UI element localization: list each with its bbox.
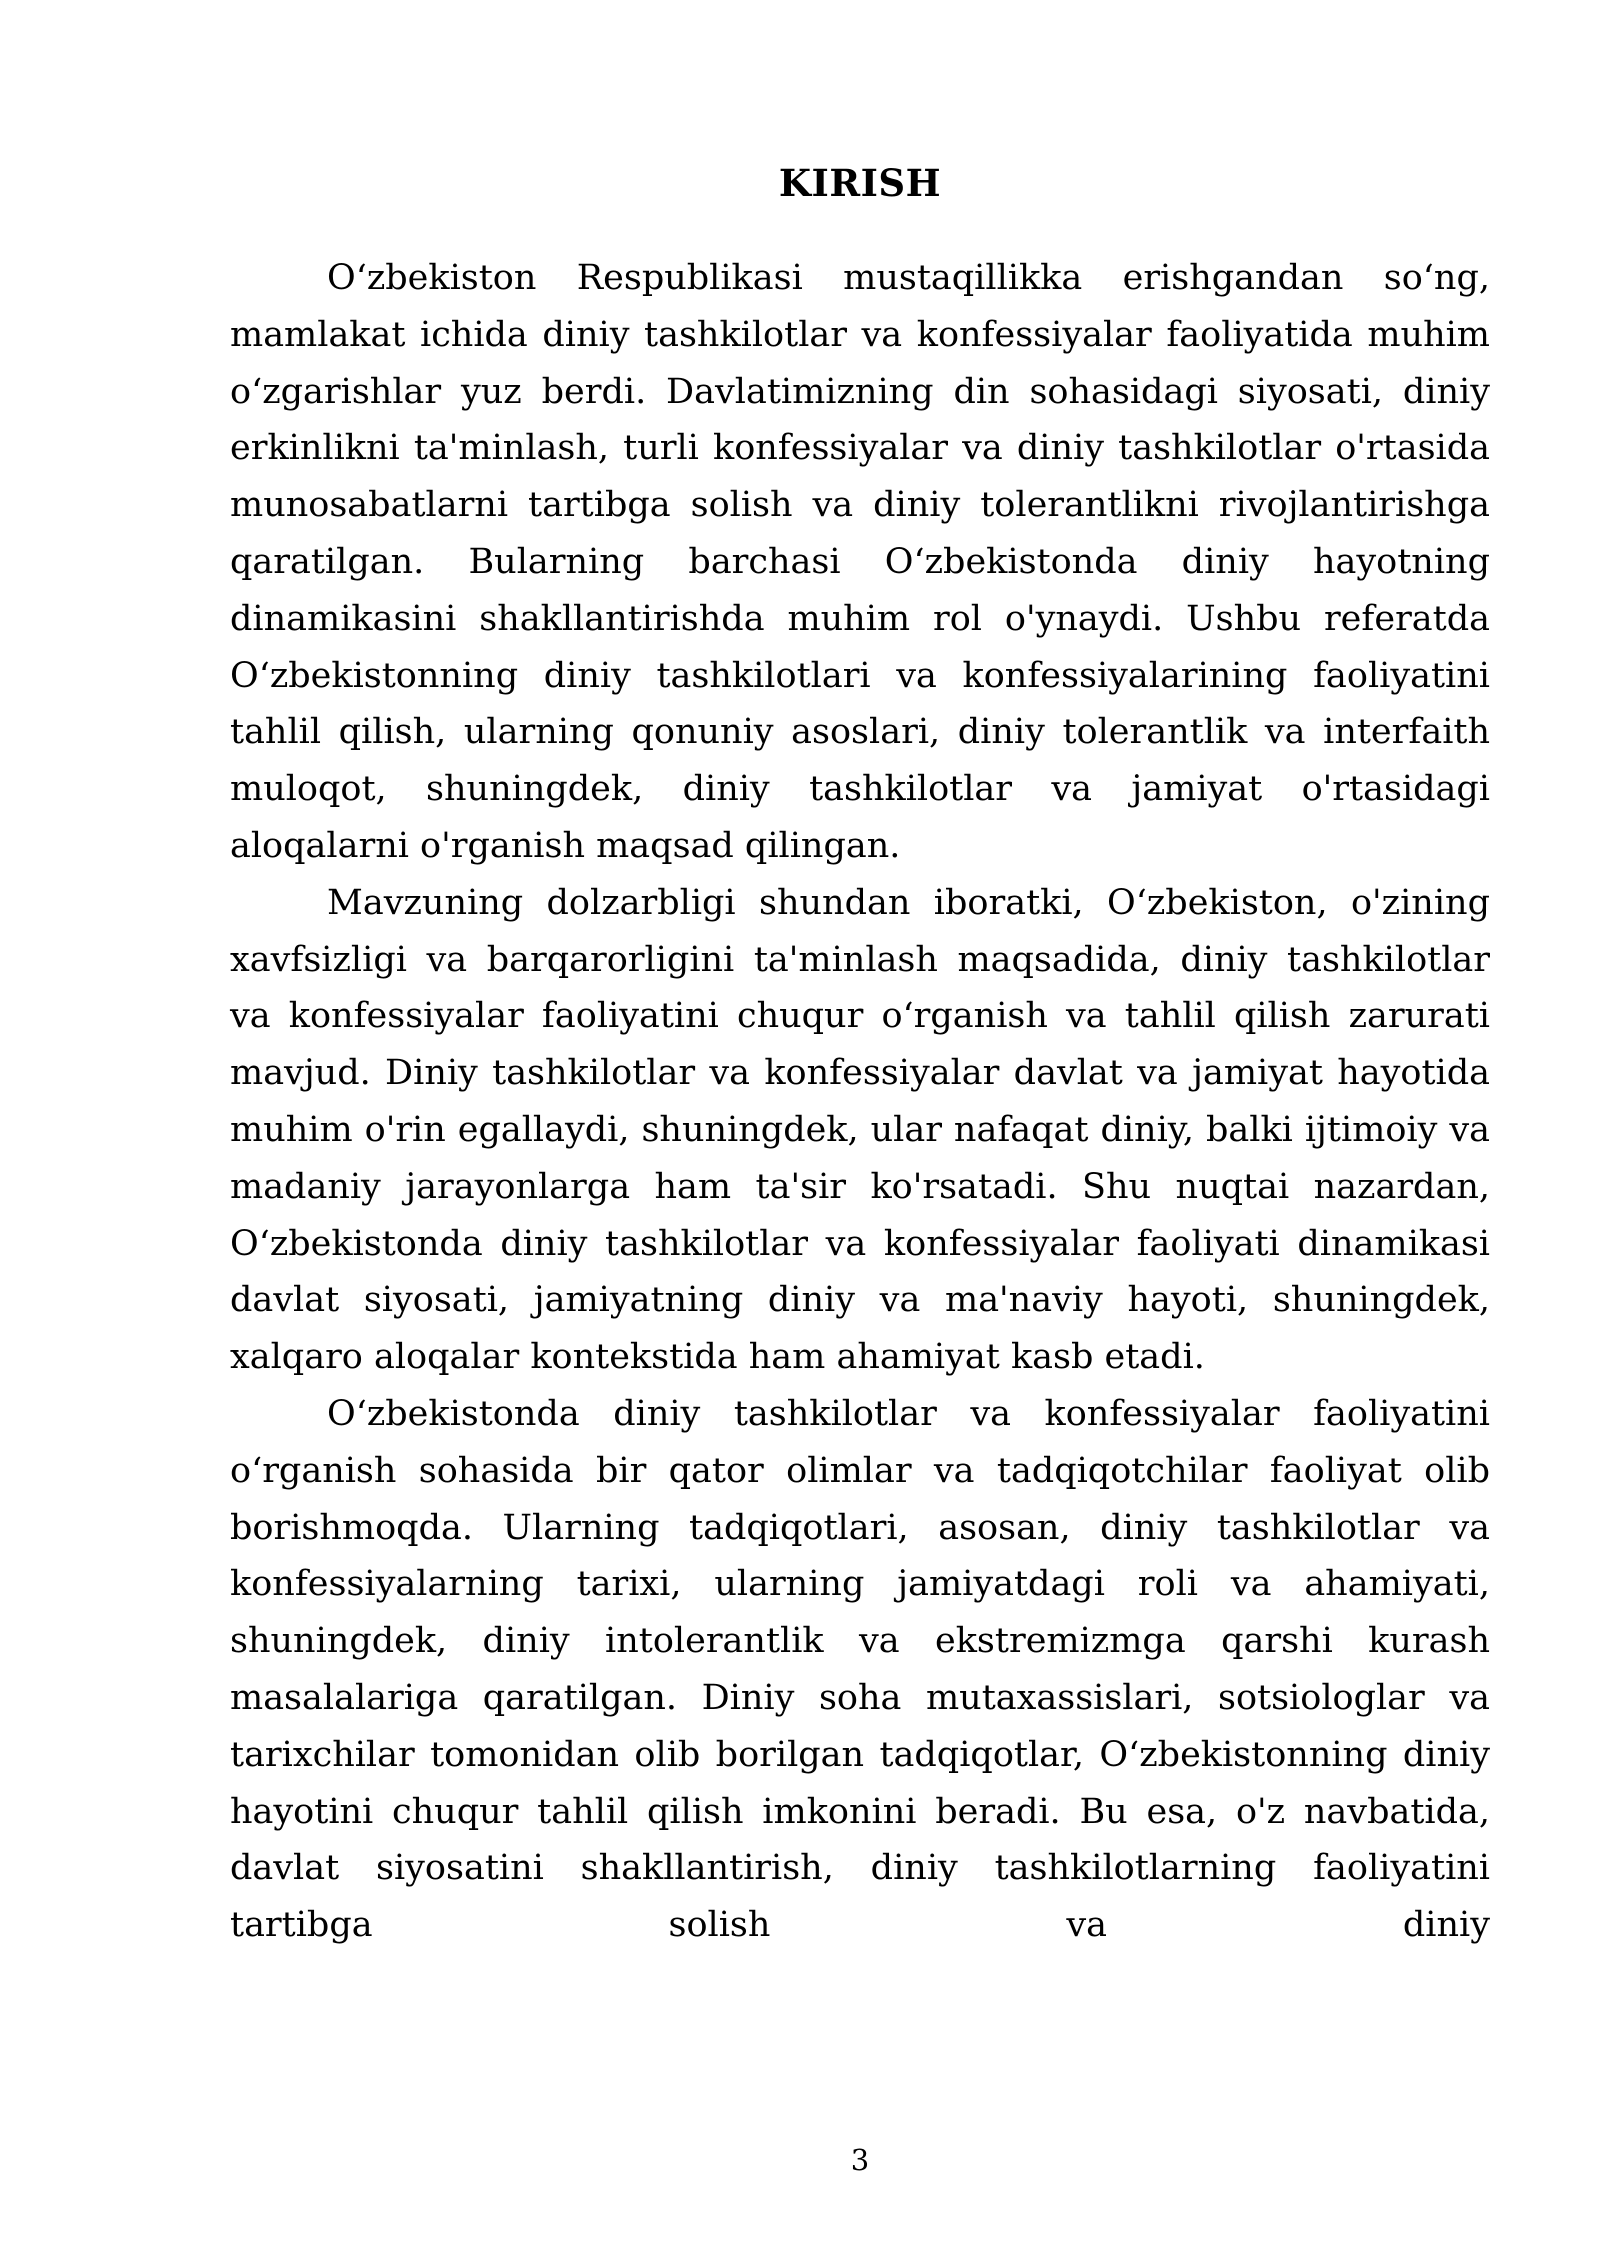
page-number: 3 xyxy=(850,2143,870,2177)
paragraph-1: O‘zbekiston Respublikasi mustaqillikka erishgandan so‘ng, mamlakat ichida diniy tashkilotlar va konfessiyalar faoliyatida muhim o‘zgarishlar yuz berdi. Davlatimizning din sohasidagi siyosati, diniy erkinlikni ta'minlash, turli konfessiyalar va diniy tashkilotlar o'rtasida munosabatlarni tartibga solish va diniy tolerantlikni rivojlantirishga qaratilgan. Bularning barchasi O‘zbekistonda diniy hayotning dinamikasini shakllantirishda muhim rol o'ynaydi. Ushbu referatda O‘zbekistonning diniy tashkilotlari va konfessiyalarining faoliyatini tahlil qilish, ularning qonuniy asoslari, diniy tolerantlik va interfaith muloqot, shuningdek, diniy tashkilotlar va jamiyat o'rtasidagi aloqalarni o'rganish maqsad qilingan. xyxy=(230,258,1490,866)
body-text xyxy=(230,250,1490,1954)
paragraph-2: Mavzuning dolzarbligi shundan iboratki, O‘zbekiston, o'zining xavfsizligi va barqarorligini ta'minlash maqsadida, diniy tashkilotlar va konfessiyalar faoliyatini chuqur o‘rganish va tahlil qilish zarurati mavjud. Diniy tashkilotlar va konfessiyalar davlat va jamiyat hayotida muhim o'rin egallaydi, shuningdek, ular nafaqat diniy, balki ijtimoiy va madaniy jarayonlarga ham ta'sir ko'rsatadi. Shu nuqtai nazardan, O‘zbekistonda diniy tashkilotlar va konfessiyalar faoliyati dinamikasi davlat siyosati, jamiyatning diniy va ma'naviy hayoti, shuningdek, xalqaro aloqalar kontekstida ham ahamiyat kasb etadi. xyxy=(230,882,1490,1378)
paragraph-3: O‘zbekistonda diniy tashkilotlar va konfessiyalar faoliyatini o‘rganish sohasida bir qator olimlar va tadqiqotchilar faoliyat olib borishmoqda. Ularning tadqiqotlari, asosan, diniy tashkilotlar va konfessiyalarning tarixi, ularning jamiyatdagi roli va ahamiyati, shuningdek, diniy intolerantlik va ekstremizmga qarshi kurash masalalariga qaratilgan. Diniy soha mutaxassislari, sotsiologlar va tarixchilar tomonidan olib borilgan tadqiqotlar, O‘zbekistonning diniy hayotini chuqur tahlil qilish imkonini beradi. Bu esa, o'z navbatida, davlat siyosatini shakllantirish, diniy tashkilotlarning faoliyatini tartibga solish va diniy xyxy=(230,1393,1490,1946)
page-title: KIRISH xyxy=(778,161,942,205)
